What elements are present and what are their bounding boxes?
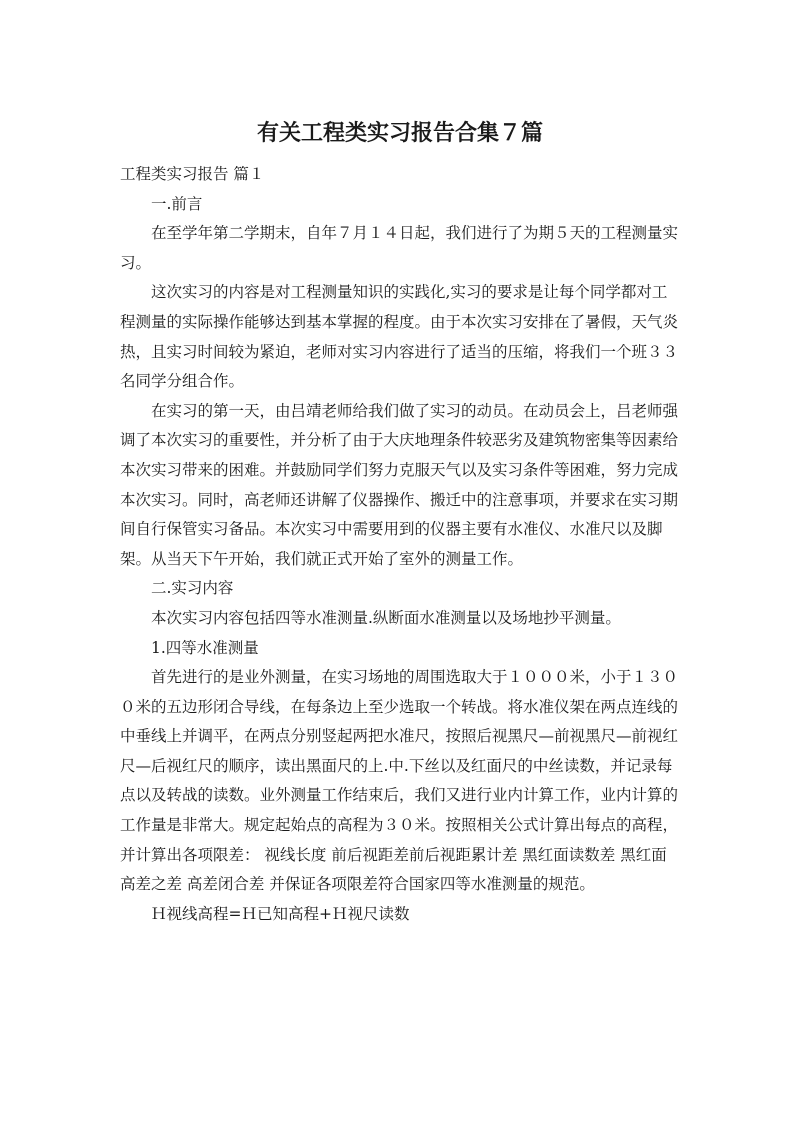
formula-line: Ｈ视线高程=Ｈ已知高程+Ｈ视尺读数 bbox=[151, 904, 410, 923]
content-paragraph-1: 本次实习内容包括四等水准测量.纵断面水准测量以及场地抄平测量。 bbox=[151, 608, 621, 627]
document-body bbox=[120, 160, 682, 929]
content-heading: 二.实习内容 bbox=[151, 579, 234, 598]
preface-paragraph-2: 这次实习的内容是对工程测量知识的实践化,实习的要求是让每个同学都对工程测量的实际操作能够达到基本掌握的程度。由于本次实习安排在了暑假，天气炎热，且实习时间较为紧迫，老师对实习内容进行了适当的压缩，将我们一个班３３名同学分组合作。 bbox=[120, 283, 679, 391]
section-heading: 工程类实习报告 篇１ bbox=[120, 165, 265, 183]
content-paragraph-2: 首先进行的是业外测量，在实习场地的周围选取大于１０００米，小于１３００米的五边形闭合导线，在每条边上至少选取一个转战。将水准仪架在两点连线的中垂线上并调平，在两点分别竖起两把水准尺，按照后视黑尺—前视黑尺—前视红尺—后视红尺的顺序，读出黑面尺的上.中.下丝以及红面尺的中丝读数，并记录每点以及转战的读数。业外测量工作结束后，我们又进行业内计算工作，业内计算的工作量是非常大。规定起始点的高程为３０米。按照相关公式计算出每点的高程，并计算出各项限差： 视线长度 前后视距差前后视距累计差 黑红面读数差 黑红面高差之差 高差闭合差 并保证各项限差符合国家四等水准测量的规范。 bbox=[120, 668, 679, 894]
subsection-heading: 1.四等水准测量 bbox=[151, 638, 259, 657]
preface-paragraph-3: 在实习的第一天，由吕靖老师给我们做了实习的动员。在动员会上，吕老师强调了本次实习的重要性，并分析了由于大庆地理条件较恶劣及建筑物密集等因素给本次实习带来的困难。并鼓励同学们努力克服天气以及实习条件等困难，努力完成本次实习。同时，高老师还讲解了仪器操作、搬迁中的注意事项，并要求在实习期间自行保管实习备品。本次实习中需要用到的仪器主要有水准仪、水准尺以及脚架。从当天下午开始，我们就正式开始了室外的测量工作。 bbox=[120, 401, 679, 568]
preface-heading: 一.前言 bbox=[151, 194, 203, 213]
preface-paragraph-1: 在至学年第二学期末，自年７月１４日起，我们进行了为期５天的工程测量实习。 bbox=[120, 224, 679, 272]
document-title: 有关工程类实习报告合集７篇 bbox=[256, 121, 543, 146]
